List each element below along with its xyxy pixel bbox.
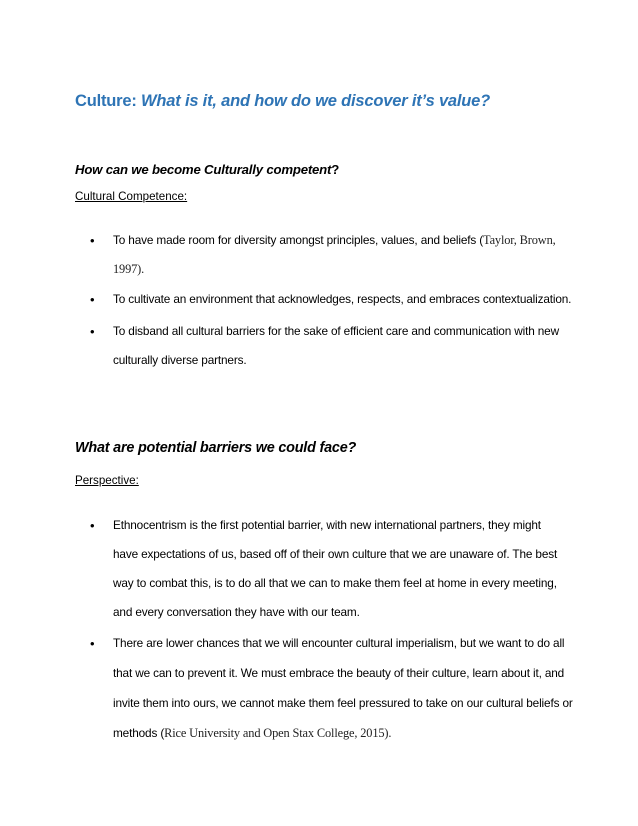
title-prefix: Culture: [75, 92, 142, 110]
bullet-icon: • [90, 324, 95, 339]
section2-heading: What are potential barriers we could face? [75, 440, 357, 456]
section1-bullet1-line1: To have made room for diversity amongst principles, values, and beliefs (Taylor, Brown, [113, 233, 556, 247]
title-question: What is it, and how do we discover it’s value? [141, 92, 491, 110]
section2-bullet2-line3: invite them into ours, we cannot make them feel pressured to take on our cultural beliefs or [113, 696, 573, 710]
section2-bullet1-line3: way to combat this, is to do all that we can to make them feel at home in every meeting, [113, 576, 557, 590]
document-title [75, 92, 490, 111]
section1-heading: How can we become Culturally competent? [75, 162, 340, 177]
section1-bullet2-line1: To cultivate an environment that acknowledges, respects, and embraces contextualization. [113, 292, 572, 306]
section2-bullet1-line1: Ethnocentrism is the first potential barrier, with new international partners, they might [113, 518, 541, 532]
section2-bullet1-line4: and every conversation they have with our team. [113, 605, 360, 619]
section1-bullet3-line1: To disband all cultural barriers for the sake of efficient care and communication with new [113, 324, 559, 338]
bullet-icon: • [90, 233, 95, 248]
section1-subheading: Cultural Competence: [75, 190, 188, 203]
section2-subheading: Perspective: [75, 474, 139, 487]
section2-bullet2-line1: There are lower chances that we will encounter cultural imperialism, but we want to do all [113, 636, 565, 650]
section1-bullet1-line2: 1997). [113, 262, 145, 276]
section1-bullet3-line2: culturally diverse partners. [113, 353, 247, 367]
bullet-icon: • [90, 636, 95, 651]
bullet-icon: • [90, 292, 95, 307]
bullet-icon: • [90, 518, 95, 533]
section2-bullet2-line4: methods (Rice University and Open Stax College, 2015). [113, 726, 392, 740]
section2-bullet2-line2: that we can to prevent it. We must embrace the beauty of their culture, learn about it, and [113, 666, 565, 680]
section2-bullet1-line2: have expectations of us, based off of their own culture that we are unaware of. The best [113, 547, 558, 561]
